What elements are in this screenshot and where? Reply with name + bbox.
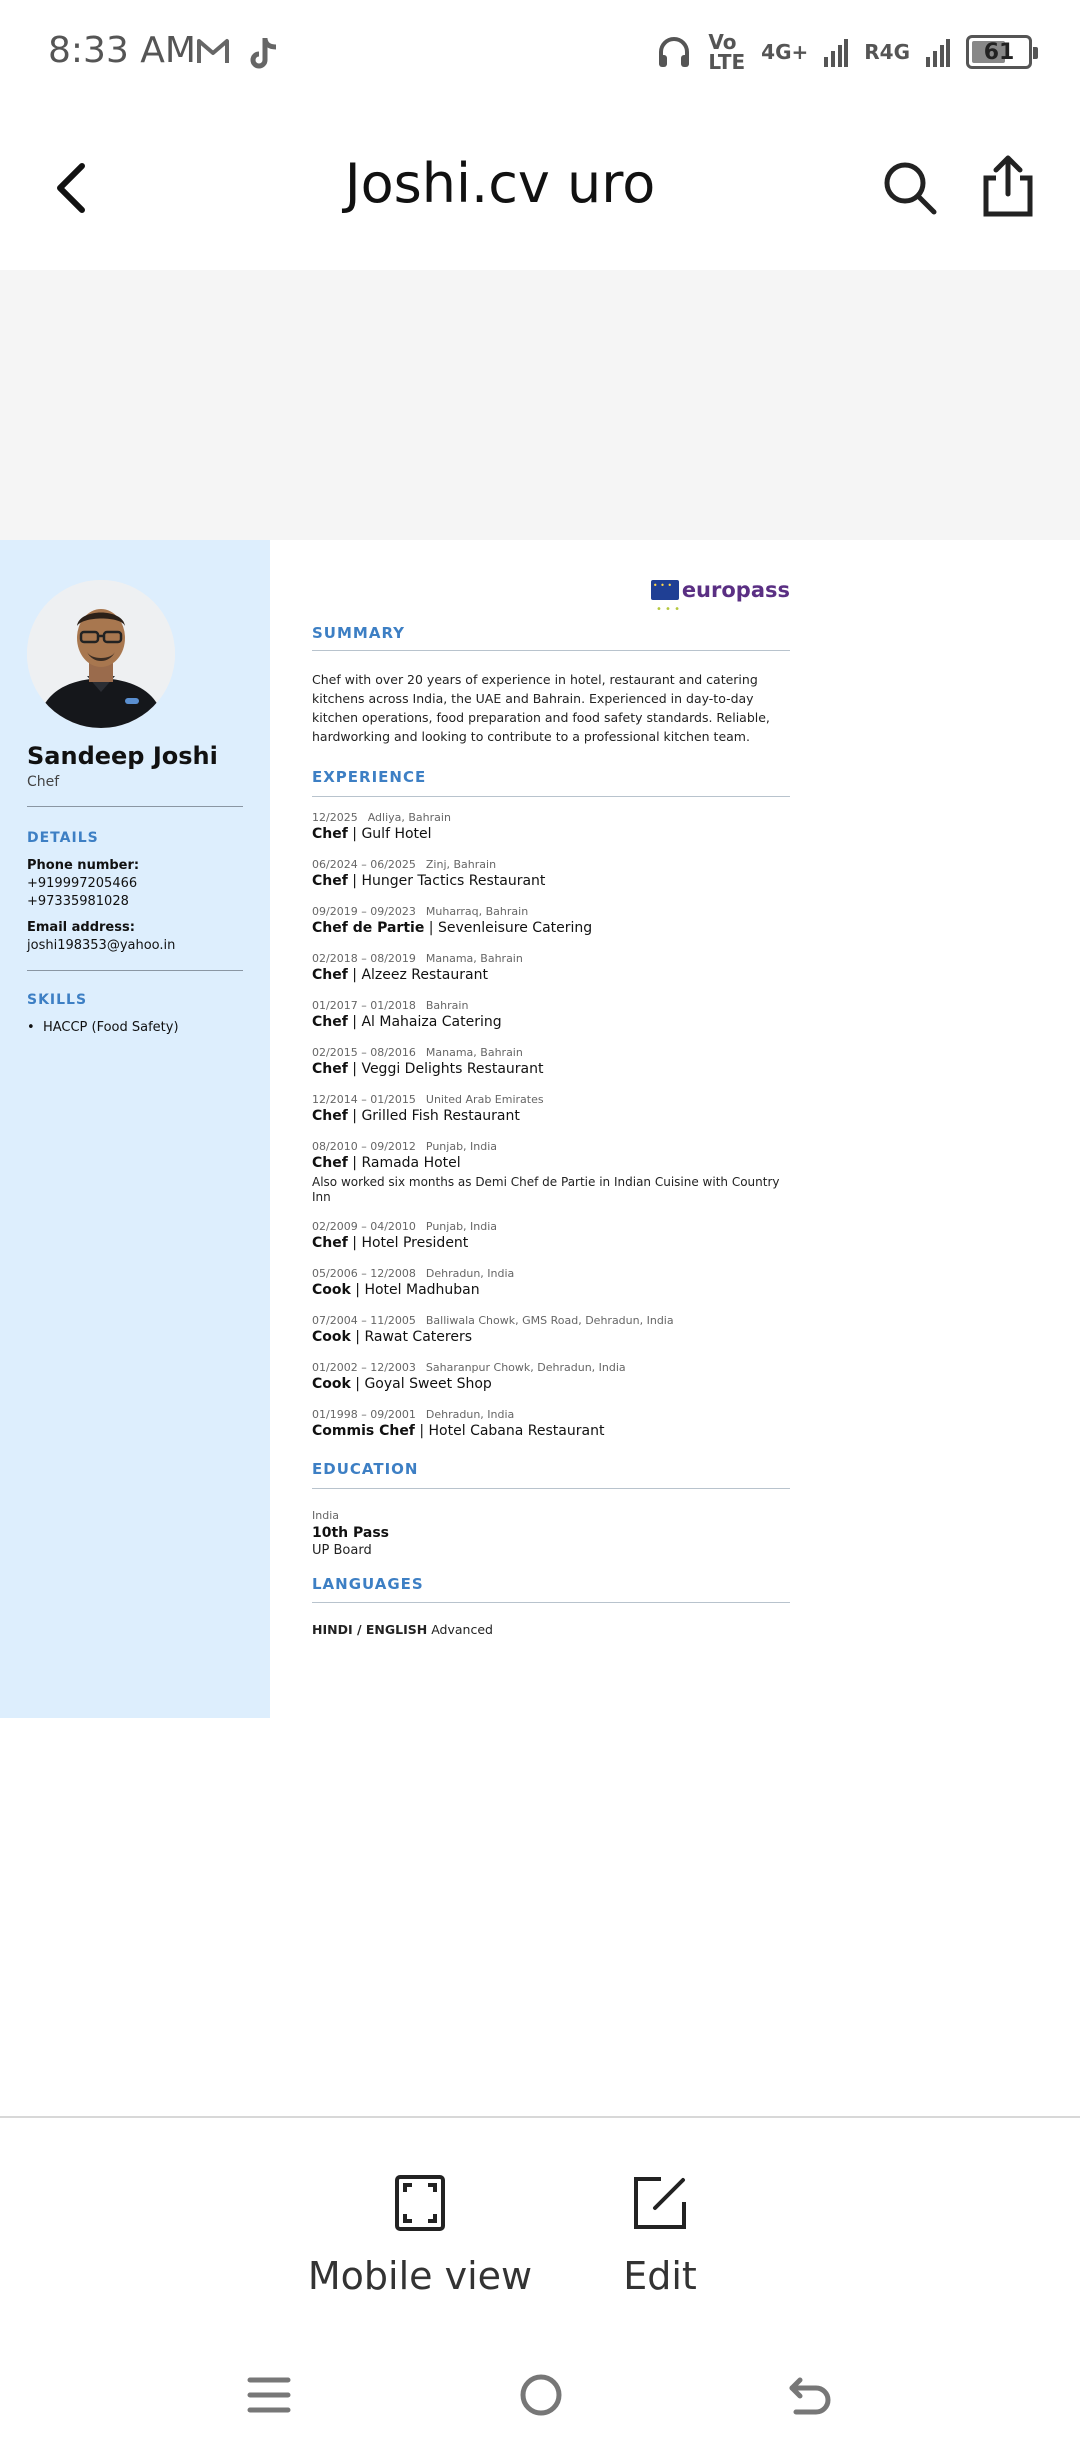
experience-location: Punjab, India: [425, 1140, 498, 1153]
edit-button[interactable]: [560, 2174, 760, 2298]
experience-meta: [312, 1139, 790, 1154]
email-label: Email address:: [27, 920, 135, 935]
europass-logo: • • • europass: [651, 578, 790, 602]
skill-item: • HACCP (Food Safety): [27, 1020, 179, 1035]
summary-text: Chef with over 20 years of experience in hotel, restaurant and catering kitchens across India, the UAE and Bahrain. Experienced in day-to-day kitchen operations, food preparation and food safety standards. Reliable, hardworking and looking to contribute to a professional kitchen team.: [312, 672, 770, 744]
experience-meta: [312, 1313, 790, 1328]
experience-employer: Rawat Caterers: [364, 1329, 472, 1345]
notification-icons: [196, 36, 280, 70]
experience-role: Chef: [312, 1155, 348, 1171]
experience-item: [312, 998, 790, 1045]
experience-location: Muharraq, Bahrain: [425, 905, 529, 918]
experience-employer: Goyal Sweet Shop: [364, 1376, 492, 1392]
experience-title: Chef | Hunger Tactics Restaurant: [312, 873, 546, 889]
sidebar-divider-2: [27, 970, 243, 971]
experience-dates: 01/2017 – 01/2018: [312, 999, 416, 1012]
mobile-view-button[interactable]: [300, 2174, 540, 2298]
experience-meta: [312, 1266, 790, 1281]
cv-main: [312, 540, 790, 1718]
eu-flag-icon: [651, 580, 679, 600]
experience-item: [312, 1092, 790, 1139]
experience-location: Saharanpur Chowk, Dehradun, India: [425, 1361, 626, 1374]
experience-title: Chef | Veggi Delights Restaurant: [312, 1061, 544, 1077]
experience-location: Bahrain: [425, 999, 469, 1012]
experience-location: Dehradun, India: [425, 1408, 515, 1421]
experience-title: Chef | Al Mahaiza Catering: [312, 1014, 502, 1030]
experience-role: Cook: [312, 1282, 351, 1298]
cv-sidebar: [0, 540, 270, 1718]
experience-item: [312, 1045, 790, 1092]
status-bar: [0, 0, 1080, 108]
experience-employer: Al Mahaiza Catering: [361, 1014, 502, 1030]
volte-label: Vo LTE: [708, 30, 746, 74]
experience-employer: Hotel President: [361, 1235, 469, 1251]
experience-meta: [312, 1407, 790, 1422]
battery-level: 61: [983, 39, 1015, 65]
experience-dates: 02/2015 – 08/2016: [312, 1046, 416, 1059]
experience-meta: [312, 904, 790, 919]
cv-page[interactable]: [0, 540, 1080, 2070]
experience-item: [312, 951, 790, 998]
experience-item: [312, 1313, 790, 1360]
experience-meta: [312, 857, 790, 872]
experience-title: Commis Chef | Hotel Cabana Restaurant: [312, 1423, 605, 1439]
experience-dates: 07/2004 – 11/2005: [312, 1314, 416, 1327]
experience-dates: 02/2018 – 08/2019: [312, 952, 416, 965]
experience-role: Chef: [312, 967, 348, 983]
experience-item: [312, 1360, 790, 1407]
experience-dates: 12/2014 – 01/2015: [312, 1093, 416, 1106]
experience-dates: 08/2010 – 09/2012: [312, 1140, 416, 1153]
status-indicators: [656, 32, 1032, 72]
phone-number-1: +919997205466: [27, 876, 138, 891]
experience-location: Adliya, Bahrain: [367, 811, 451, 824]
cv-name: Sandeep Joshi: [27, 742, 218, 770]
document-title: Joshi.cv uro: [344, 152, 656, 215]
europass-dots-icon: • • •: [655, 604, 680, 615]
section-divider: [312, 1488, 790, 1489]
education-location: India: [312, 1509, 339, 1522]
experience-role: Chef: [312, 1061, 348, 1077]
menu-icon[interactable]: [244, 2370, 294, 2420]
experience-role: Chef: [312, 826, 348, 842]
experience-item: [312, 810, 790, 857]
experience-employer: Hotel Cabana Restaurant: [428, 1423, 605, 1439]
signal-icon-2: [926, 37, 950, 67]
experience-meta: [312, 998, 790, 1013]
headphones-icon: [656, 34, 692, 70]
home-icon[interactable]: [516, 2370, 566, 2420]
experience-employer: Sevenleisure Catering: [437, 920, 593, 936]
experience-dates: 01/1998 – 09/2001: [312, 1408, 416, 1421]
signal-icon: [824, 37, 848, 67]
back-icon[interactable]: [786, 2370, 836, 2420]
experience-location: Dehradun, India: [425, 1267, 515, 1280]
experience-title: Chef | Grilled Fish Restaurant: [312, 1108, 520, 1124]
phone-label: Phone number:: [27, 858, 140, 873]
experience-role: Chef: [312, 1235, 348, 1251]
experience-item: [312, 1407, 790, 1454]
experience-meta: [312, 1219, 790, 1234]
experience-meta: [312, 1092, 790, 1107]
edit-label: Edit: [623, 2254, 697, 2298]
battery-icon: [966, 35, 1032, 69]
gmail-icon: [196, 36, 230, 66]
app-header: [0, 108, 1080, 270]
tiktok-icon: [250, 36, 280, 70]
experience-dates: 09/2019 – 09/2023: [312, 905, 416, 918]
experience-title: Cook | Goyal Sweet Shop: [312, 1376, 492, 1392]
cv-role: Chef: [27, 774, 60, 790]
education-entry: [312, 1508, 389, 1559]
share-icon[interactable]: [978, 154, 1038, 218]
experience-role: Chef: [312, 1108, 348, 1124]
experience-employer: Ramada Hotel: [361, 1155, 461, 1171]
languages-heading: LANGUAGES: [312, 1575, 424, 1593]
experience-meta: [312, 1360, 790, 1375]
expand-frame-icon: [391, 2174, 449, 2232]
search-icon[interactable]: [880, 158, 940, 218]
language-entry: HINDI / ENGLISH Advanced: [312, 1622, 493, 1637]
education-title: 10th Pass: [312, 1525, 390, 1541]
sidebar-divider: [27, 806, 243, 807]
section-divider: [312, 796, 790, 797]
chef-photo: [27, 580, 175, 728]
experience-dates: 05/2006 – 12/2008: [312, 1267, 416, 1280]
experience-employer: Gulf Hotel: [361, 826, 432, 842]
experience-role: Commis Chef: [312, 1423, 415, 1439]
experience-dates: 01/2002 – 12/2003: [312, 1361, 416, 1374]
experience-title: Cook | Rawat Caterers: [312, 1329, 472, 1345]
experience-employer: Alzeez Restaurant: [361, 967, 488, 983]
experience-role: Chef: [312, 1014, 348, 1030]
experience-role: Cook: [312, 1329, 351, 1345]
experience-list: [312, 810, 790, 1454]
system-navigation-bar: [0, 2330, 1080, 2460]
avatar: [27, 580, 175, 728]
experience-role: Chef: [312, 873, 348, 889]
mobile-view-label: Mobile view: [307, 2254, 533, 2298]
bottom-toolbar: [0, 2116, 1080, 2330]
experience-location: Balliwala Chowk, GMS Road, Dehradun, India: [425, 1314, 674, 1327]
experience-employer: Veggi Delights Restaurant: [361, 1061, 544, 1077]
experience-location: Punjab, India: [425, 1220, 498, 1233]
experience-heading: EXPERIENCE: [312, 768, 427, 786]
experience-employer: Hotel Madhuban: [364, 1282, 480, 1298]
education-heading: EDUCATION: [312, 1460, 419, 1478]
experience-location: Zinj, Bahrain: [425, 858, 497, 871]
experience-location: United Arab Emirates: [425, 1093, 544, 1106]
experience-title: Chef | Ramada Hotel: [312, 1155, 461, 1171]
experience-meta: [312, 810, 790, 825]
experience-location: Manama, Bahrain: [425, 1046, 523, 1059]
experience-dates: 12/2025: [312, 811, 358, 824]
experience-employer: Grilled Fish Restaurant: [361, 1108, 520, 1124]
education-institution: UP Board: [312, 1543, 372, 1558]
experience-employer: Hunger Tactics Restaurant: [361, 873, 546, 889]
experience-title: Cook | Hotel Madhuban: [312, 1282, 480, 1298]
edit-icon: [631, 2174, 689, 2232]
experience-location: Manama, Bahrain: [425, 952, 523, 965]
summary-heading: SUMMARY: [312, 624, 406, 642]
experience-title: Chef de Partie | Sevenleisure Catering: [312, 920, 593, 936]
experience-item: [312, 1139, 790, 1219]
section-divider: [312, 1602, 790, 1603]
network-r4g-label: R4G: [864, 40, 910, 64]
experience-item: [312, 1266, 790, 1313]
experience-item: [312, 904, 790, 951]
experience-meta: [312, 1045, 790, 1060]
experience-role: Chef de Partie: [312, 920, 425, 936]
experience-dates: 06/2024 – 06/2025: [312, 858, 416, 871]
section-divider: [312, 650, 790, 651]
experience-title: Chef | Gulf Hotel: [312, 826, 432, 842]
skills-heading: SKILLS: [27, 992, 88, 1008]
experience-role: Cook: [312, 1376, 351, 1392]
experience-title: Chef | Hotel President: [312, 1235, 469, 1251]
experience-item: [312, 1219, 790, 1266]
experience-dates: 02/2009 – 04/2010: [312, 1220, 416, 1233]
experience-title: Chef | Alzeez Restaurant: [312, 967, 488, 983]
status-time: 8:33 AM: [48, 30, 196, 71]
phone-number-2: +97335981028: [27, 894, 129, 909]
email-address: joshi198353@yahoo.in: [27, 938, 176, 953]
network-4g-label: 4G+: [761, 40, 809, 64]
experience-note: Also worked six months as Demi Chef de Partie in Indian Cuisine with Country Inn: [312, 1175, 780, 1204]
experience-meta: [312, 951, 790, 966]
experience-item: [312, 857, 790, 904]
details-heading: DETAILS: [27, 830, 99, 846]
